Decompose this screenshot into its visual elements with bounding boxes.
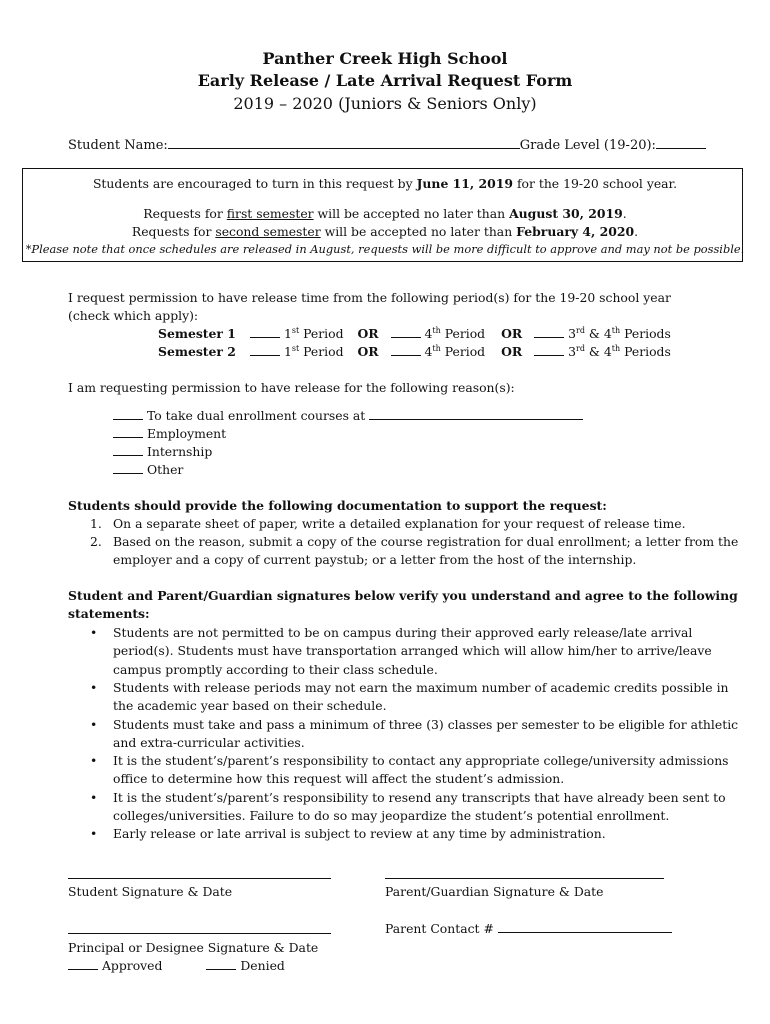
semester-label: Semester 1 — [158, 326, 236, 341]
period-text: Periods — [620, 344, 671, 359]
parent-contact-row — [385, 921, 672, 936]
period-text: & 4 — [584, 326, 612, 341]
parent-signature-label: Parent/Guardian Signature & Date — [385, 884, 604, 899]
notice-text: . — [622, 206, 627, 221]
approval-row — [68, 958, 285, 973]
reason-label: Other — [146, 462, 184, 477]
statement-text: period(s). Students must have transportation arranged which will allow him/her to arrive/leave — [113, 643, 712, 659]
period-text: Period — [440, 326, 486, 341]
period-num: 3 — [568, 326, 577, 341]
notice-text: . — [634, 224, 639, 239]
period-text: Period — [440, 344, 486, 359]
period-sup: rd — [576, 325, 585, 335]
notice-date: August 30, 2019 — [509, 206, 623, 221]
statements-heading: Student and Parent/Guardian signatures below verify you understand and agree to the following — [68, 588, 738, 603]
parent-contact-label: Parent Contact # — [385, 921, 494, 936]
principal-signature-line[interactable] — [68, 933, 331, 934]
doc-item-num: 2. — [90, 534, 102, 549]
grade-level-label: Grade Level (19-20): — [519, 138, 656, 153]
dual-enrollment-school-field[interactable] — [369, 408, 583, 420]
notice-line-3 — [0, 224, 770, 239]
doc-item-text: On a separate sheet of paper, write a detailed explanation for your request of release time. — [113, 516, 686, 531]
period-num: 1 — [283, 326, 292, 341]
statement-text: office to determine how this request will affect the student’s admission. — [113, 771, 565, 787]
statement-text: It is the student’s/parent’s responsibility to resend any transcripts that have already been sent to — [113, 789, 726, 805]
sem1-period4-check[interactable] — [391, 326, 421, 338]
period-text: & 4 — [584, 344, 612, 359]
notice-line-2 — [0, 206, 770, 221]
approved-label: Approved — [101, 958, 163, 973]
reason-check[interactable] — [113, 408, 143, 420]
sem2-period34-check[interactable] — [534, 344, 564, 356]
reason-other — [113, 462, 183, 477]
reason-label: Internship — [146, 444, 213, 459]
period-num: 4 — [424, 326, 433, 341]
principal-signature-label: Principal or Designee Signature & Date — [68, 940, 319, 955]
reason-check[interactable] — [113, 444, 143, 456]
period-intro-2: (check which apply): — [68, 308, 199, 323]
statement-text: It is the student’s/parent’s responsibility to contact any appropriate college/university admissions — [113, 753, 729, 769]
statement-bullet: • — [90, 789, 98, 805]
statement-bullet: • — [90, 753, 98, 769]
doc-item-text: employer and a copy of current paystub; or a letter from the host of the internship. — [113, 552, 637, 567]
semester-2-row — [158, 344, 671, 359]
reason-check[interactable] — [113, 426, 143, 438]
or-label: OR — [357, 326, 379, 341]
doc-item-num: 1. — [90, 516, 102, 531]
period-sup: th — [432, 343, 441, 353]
notice-text: will be accepted no later than — [320, 224, 517, 239]
notice-date: February 4, 2020 — [516, 224, 635, 239]
student-name-field[interactable] — [168, 137, 520, 149]
notice-text: Requests for — [143, 206, 227, 221]
reason-check[interactable] — [113, 462, 143, 474]
or-label: OR — [357, 344, 379, 359]
sem2-period4-check[interactable] — [391, 344, 421, 356]
sem2-period1-check[interactable] — [250, 344, 280, 356]
statement-text: Early release or late arrival is subject to review at any time by administration. — [113, 826, 606, 842]
notice-text: for the 19-20 school year. — [513, 176, 678, 191]
period-sup: th — [432, 325, 441, 335]
school-year: 2019 – 2020 (Juniors & Seniors Only) — [233, 94, 537, 113]
period-sup: th — [611, 325, 621, 335]
statement-text: the academic year based on their schedule. — [113, 698, 387, 714]
denied-label: Denied — [240, 958, 285, 973]
notice-semester: second semester — [215, 224, 321, 239]
or-label: OR — [501, 344, 523, 359]
approved-check[interactable] — [68, 958, 98, 970]
notice-text: Students are encouraged to turn in this request by — [92, 176, 417, 191]
denied-check[interactable] — [206, 958, 236, 970]
statements-heading-2: statements: — [68, 606, 150, 621]
doc-item-text: Based on the reason, submit a copy of the course registration for dual enrollment; a letter from the — [113, 534, 739, 549]
notice-semester: first semester — [226, 206, 314, 221]
or-label: OR — [501, 326, 523, 341]
period-num: 4 — [424, 344, 433, 359]
period-sup: th — [611, 343, 621, 353]
notice-line-4: *Please note that once schedules are released in August, requests will be more difficult to approve and may not be possible. — [25, 242, 745, 256]
notice-date: June 11, 2019 — [416, 176, 513, 191]
period-sup: st — [291, 343, 300, 353]
period-intro: I request permission to have release time from the following period(s) for the 19-20 school year — [68, 290, 671, 305]
statement-text: campus promptly according to their class schedule. — [113, 661, 438, 677]
period-sup: st — [291, 325, 300, 335]
reason-employment — [113, 426, 226, 441]
period-sup: rd — [576, 343, 585, 353]
semester-1-row — [158, 326, 671, 341]
semester-label: Semester 2 — [158, 344, 236, 359]
sem1-period1-check[interactable] — [250, 326, 280, 338]
reason-dual-enrollment — [113, 408, 583, 423]
notice-line-1 — [0, 176, 770, 191]
reasons-intro: I am requesting permission to have release for the following reason(s): — [68, 380, 515, 395]
statement-bullet: • — [90, 679, 98, 695]
period-text: Periods — [620, 326, 671, 341]
school-name: Panther Creek High School — [262, 49, 508, 68]
statement-bullet: • — [90, 625, 98, 640]
student-signature-line[interactable] — [68, 878, 331, 879]
form-title: Early Release / Late Arrival Request Form — [197, 71, 573, 90]
statement-bullet: • — [90, 716, 98, 732]
sem1-period34-check[interactable] — [534, 326, 564, 338]
statement-text: Students are not permitted to be on campus during their approved early release/late arrival — [113, 625, 693, 640]
reason-label: To take dual enrollment courses at — [146, 408, 366, 423]
statement-text: colleges/universities. Failure to do so may jeopardize the student’s potential enrollment. — [113, 808, 670, 823]
student-signature-label: Student Signature & Date — [68, 884, 233, 899]
period-text: Period — [299, 326, 344, 341]
statement-text: and extra-curricular activities. — [113, 734, 305, 750]
student-name-row — [68, 137, 706, 153]
documentation-heading: Students should provide the following documentation to support the request: — [68, 498, 607, 513]
parent-signature-line[interactable] — [385, 878, 664, 879]
period-num: 3 — [568, 344, 577, 359]
notice-text: Requests for — [131, 224, 216, 239]
statement-text: Students must take and pass a minimum of three (3) classes per semester to be eligible for athletic — [113, 716, 739, 732]
period-text: Period — [299, 344, 344, 359]
grade-level-field[interactable] — [656, 137, 706, 149]
reason-label: Employment — [146, 426, 227, 441]
reason-internship — [113, 444, 212, 459]
student-name-label: Student Name: — [68, 138, 168, 153]
statement-bullet: • — [90, 826, 98, 842]
parent-contact-field[interactable] — [498, 921, 672, 933]
statement-text: Students with release periods may not earn the maximum number of academic credits possible in — [113, 679, 729, 695]
period-num: 1 — [283, 344, 292, 359]
notice-text: will be accepted no later than — [313, 206, 510, 221]
